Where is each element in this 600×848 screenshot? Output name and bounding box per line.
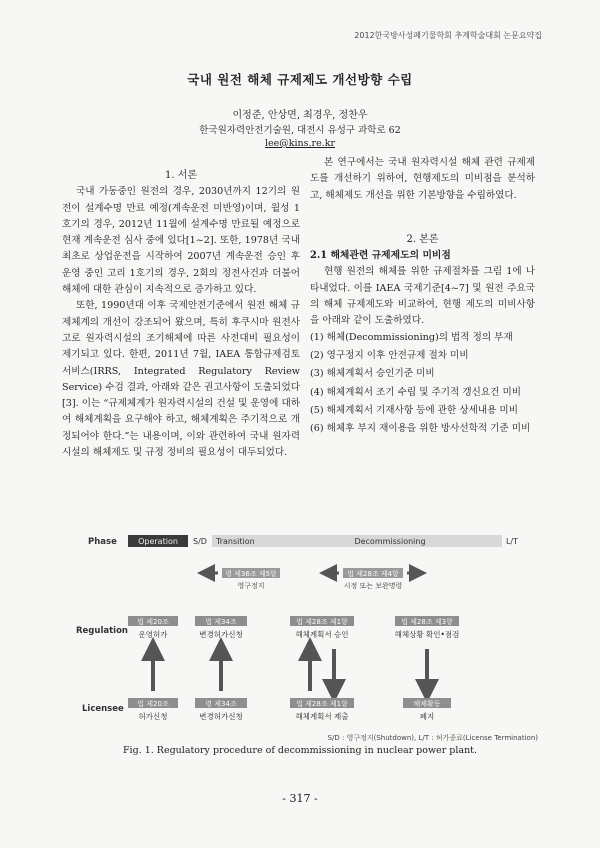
list-item: (3) 해체계획서 승인기준 미비 bbox=[310, 368, 435, 380]
list-item: (6) 해체후 부지 재이용을 위한 방사선학적 기준 미비 bbox=[310, 423, 531, 435]
figure-regulatory-procedure bbox=[60, 528, 540, 746]
section-heading-intro: 1. 서론 bbox=[164, 170, 198, 181]
row-label-licensee: Licensee bbox=[82, 704, 124, 714]
box-l2-law-text: 령 제34조 bbox=[205, 700, 237, 708]
intro-paragraph-2: 또한, 1990년대 이후 국제안전기준에서 원전 해체 규제체계의 개선이 강조되어 왔으며, 특히 후쿠시마 원전사고로 원자력시설의 조기해체에 따른 사전대비 필요성이 제기되고 있다. 한편, 2011년 7월, IAEA 통합규제검토서비스(IRRS, Integrated Regulatory Review Service) 수검 결과, 아래와 같은 권고사항이 도출되었다[3]. 이는 “규제체계가 원자력시설의 건설 및 운영에 대하여 해체계획을 요구해야 하고, 해체계획은 주기적으로 개정되어야 한다.”는 내용이며, 이와 관련하여 국내 원자력시설의 해체제도 및 규정 정비의 필요성이 대두되었다. bbox=[62, 300, 300, 459]
list-item: (5) 해체계획서 기재사항 등에 관한 상세내용 미비 bbox=[310, 404, 518, 416]
paper-title: 국내 원전 해체 규제제도 개선방향 수립 bbox=[187, 72, 413, 87]
box-a1-law-text: 령 제36조 제5항 bbox=[225, 570, 277, 578]
box-l1-text: 허가신청 bbox=[138, 712, 168, 721]
box-l3-law-text: 법 제28조 제1항 bbox=[296, 700, 348, 708]
box-a2-text: 시정 또는 보완명령 bbox=[343, 582, 403, 590]
affiliation: 한국원자력안전기술원, 대전시 유성구 과학로 62 bbox=[199, 125, 401, 136]
email-link[interactable]: lee@kins.re.kr bbox=[264, 138, 336, 149]
box-r2-law-text: 법 제34조 bbox=[205, 618, 237, 626]
section-heading-body: 2. 본론 bbox=[406, 233, 439, 245]
figure-caption: Fig. 1. Regulatory procedure of decommissioning in nuclear power plant. bbox=[122, 745, 478, 756]
intro-paragraph-1: 국내 가동중인 원전의 경우, 2030년까지 12기의 원전이 설계수명 만료 예정(계속운전 미반영)이며, 월성 1호기의 경우, 2012년 11월에 설계수명 만료될 예정으로 현재 계속운전 심사 중에 있다[1~2]. 또한, 1978년 국내 최초로 상업운전을 시작하여 2007년 계속운전 승인 후 운영 중인 고리 1호기의 경우, 2회의 정전사건과 더불어 해체에 대한 관심이 지속적으로 증가하고 있다. bbox=[62, 186, 300, 296]
body-paragraph-1: 현행 원전의 해체를 위한 규제절차를 그림 1에 나타내었다. 이를 IAEA 국제기준[4~7] 및 원전 주요국의 해체 규제제도와 비교하여, 현행 제도의 미비사항을 아래와 같이 도출하였다. bbox=[310, 266, 535, 327]
box-r3-law-text: 법 제28조 제1항 bbox=[296, 618, 348, 626]
box-r3-text: 해체계획서 승인 bbox=[295, 630, 349, 639]
right-column bbox=[310, 155, 535, 439]
list-item: (2) 영구정지 이후 안전규제 절차 미비 bbox=[310, 349, 469, 361]
row-label-regulation: Regulation bbox=[76, 626, 128, 636]
phase-transition-label: Transition bbox=[216, 537, 255, 546]
phase-sd-label: S/D bbox=[193, 537, 207, 546]
figure-footnote: S/D : 영구정지(Shutdown), L/T : 허가종료(License Termination) bbox=[327, 734, 538, 742]
list-item: (1) 해체(Decommissioning)의 법적 정의 부재 bbox=[310, 331, 513, 343]
box-l2-text: 변경허가신청 bbox=[199, 712, 243, 721]
box-l4-law-text: 해체활동 bbox=[413, 700, 441, 708]
box-l3-text: 해체계획서 제출 bbox=[295, 712, 349, 721]
intro-paragraph-3: 본 연구에서는 국내 원자력시설 해체 관련 규제제도를 개선하기 위하여, 현행제도의 미비점을 분석하고, 해체제도 개선을 위한 기본방향을 수립하였다. bbox=[310, 157, 535, 201]
list-item: (4) 해체계획서 조기 수립 및 주기적 갱신요건 미비 bbox=[310, 386, 522, 398]
box-r4-text: 해체상황 확인•점검 bbox=[394, 630, 460, 639]
deficiency-list bbox=[310, 330, 535, 438]
subsection-heading: 2.1 해체관련 규제제도의 미비점 bbox=[310, 250, 451, 262]
row-label-phase: Phase bbox=[88, 537, 117, 547]
box-a2-law-text: 법 제28조 제4항 bbox=[347, 570, 399, 578]
phase-lt-label: L/T bbox=[505, 537, 519, 546]
box-l4-text: 폐지 bbox=[419, 712, 435, 721]
left-column bbox=[62, 168, 300, 461]
box-r1-text: 운영허가 bbox=[138, 630, 168, 639]
page-number: - 317 - bbox=[282, 792, 318, 805]
box-r2-text: 변경허가신청 bbox=[199, 630, 243, 639]
authors: 이정준, 안상면, 최경우, 정찬우 bbox=[232, 110, 368, 121]
phase-decommissioning-label: Decommissioning bbox=[354, 537, 426, 546]
running-header: 2012한국방사성폐기물학회 추계학술대회 논문요약집 bbox=[354, 31, 542, 40]
box-r1-law-text: 법 제20조 bbox=[137, 618, 169, 626]
box-l1-law-text: 법 제20조 bbox=[137, 700, 169, 708]
box-a1-text: 영구정지 bbox=[237, 582, 265, 590]
phase-operation-label: Operation bbox=[138, 537, 178, 546]
box-r4-law-text: 법 제28조 제3항 bbox=[401, 618, 453, 626]
